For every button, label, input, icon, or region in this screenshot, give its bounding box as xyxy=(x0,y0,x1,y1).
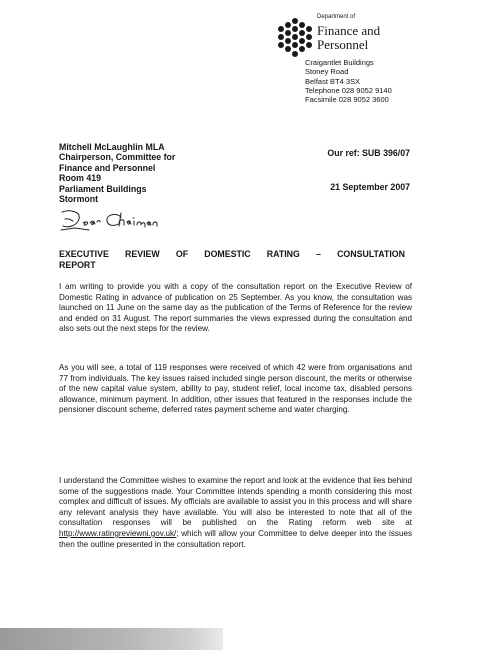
dept-prefix: Department of xyxy=(317,14,356,20)
sender-address xyxy=(305,58,392,104)
recipient-line: Finance and Personnel xyxy=(59,162,156,173)
body-paragraph-3 xyxy=(59,476,412,550)
scan-shadow-strip xyxy=(0,628,223,650)
recipient-line: Mitchell McLaughlin MLA xyxy=(59,142,165,152)
recipient-line: Room 419 xyxy=(59,173,102,184)
body-paragraph-1: I am writing to provide you with a copy of the consultation report on the Executive Review of Domestic Rating in advance of publication on 25 September. As you know, the consultation was launched on 11 June on the same day as the publication of the Terms of Reference for the review and ended on 31 August. The report summaries the views expressed during the consultation and also sets out the next steps for the review. xyxy=(59,282,412,334)
letter-subject xyxy=(59,249,405,270)
address-line: Stoney Road xyxy=(305,67,349,77)
our-reference: Our ref: SUB 396/07 xyxy=(327,148,410,158)
facsimile-line: Facsimile 028 9052 3600 xyxy=(305,95,389,105)
hexagon-cluster-logo-icon xyxy=(277,17,313,59)
recipient-address xyxy=(59,142,175,204)
telephone-line: Telephone 028 9052 9140 xyxy=(305,85,392,95)
paragraph-text: I understand the Committee wishes to examine the report and look at the evidence that lies behind some of the suggestions made. Your Committee intends spending a month considering this most complex and difficult of issues. My officials are available to assist you in this process and will share any relevant analysis they have available. You will also be interested to note that all of the consultation responses will be published on the Rating reform web site at xyxy=(59,476,412,528)
address-line: Craigantlet Buildings xyxy=(305,58,374,67)
rating-review-link[interactable]: http://www.ratingreviewni.gov.uk/ xyxy=(59,528,177,538)
subject-line1: EXECUTIVE REVIEW OF DOMESTIC RATING – CONSULTATION xyxy=(59,249,405,259)
dept-name-line2: Personnel xyxy=(317,37,369,52)
recipient-line: Parliament Buildings xyxy=(59,183,147,194)
recipient-line: Stormont xyxy=(59,194,99,205)
dept-name-line1: Finance and xyxy=(317,23,381,38)
paragraph-text: ; which will allow your Committee to delve deeper into the issues then the outline presented in the consultation report. xyxy=(59,528,412,549)
body-paragraph-2: As you will see, a total of 119 responses were received of which 42 were from organisations and 77 from individuals. The key issues raised included single person discount, the merits or otherwise of the new capital value system, ability to pay, student relief, local income tax, disabled persons allowance, minimum payment. In addition, other issues that featured in the responses include the pensioner discount scheme, deferred rates payment scheme and water charging. xyxy=(59,363,412,415)
handwritten-salutation xyxy=(59,207,159,233)
letter-date: 21 September 2007 xyxy=(330,182,410,192)
address-line: Belfast BT4 3SX xyxy=(305,76,361,86)
subject-line2: REPORT xyxy=(59,259,96,270)
department-name xyxy=(317,24,380,52)
recipient-line: Chairperson, Committee for xyxy=(59,152,176,163)
